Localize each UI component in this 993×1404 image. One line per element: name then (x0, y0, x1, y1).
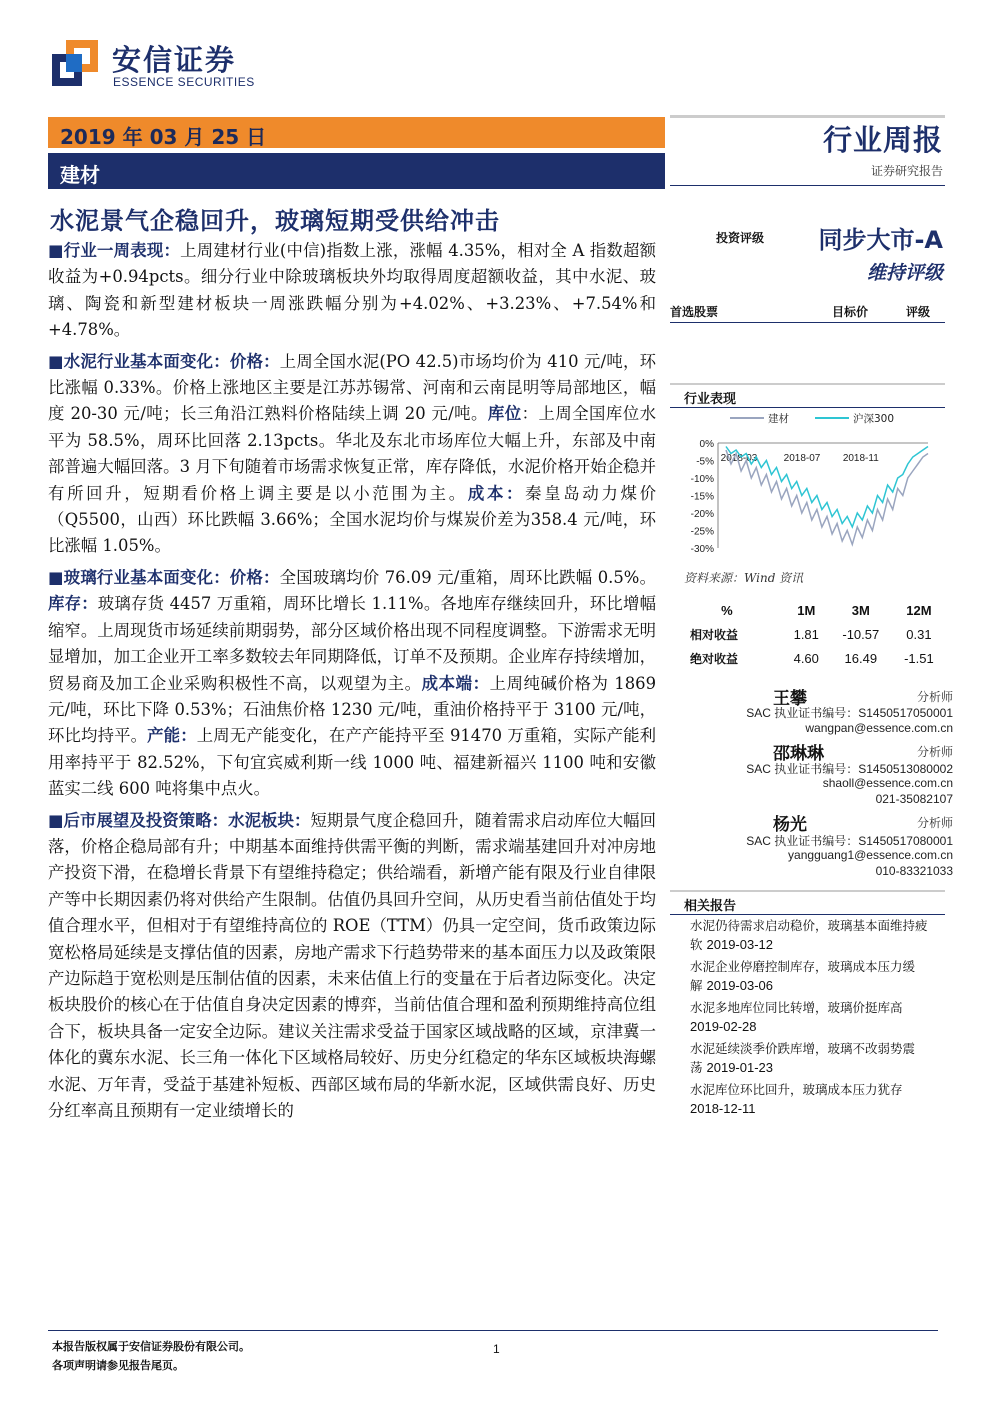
rating-value: 同步大市-A (818, 226, 943, 254)
analyst-card (670, 810, 953, 880)
report-date: 2019 年 03 月 25 日 (60, 125, 267, 149)
analyst-phone: 021-35082107 (875, 792, 953, 806)
paragraph-glass: ■玻璃行业基本面变化：价格：全国玻璃均价 76.09 元/重箱，周环比跌幅 0.5%。库存：玻璃存货 4457 万重箱，周环比增长 1.11%。各地库存继续回升，环比增幅缩窄。上周现货市场延续前期弱势，部分区域价格出现不同程度调整。下游需求无明显增加，加工企业开工率多数较去年同期降低，订单不及预期。企业库存持续增加，贸易商及加工企业采购积极性不高，以观望为主。成本端：上周纯碱价格为 1869 元/吨，环比下降 0.53%；石油焦价格 1230 元/吨，重油价格持平于 3100 元/吨，环比均持平。产能：上周无产能变化，在产产能持平至 91470 万重箱，实际产能利用率持平于 82.52%，下旬宜宾威利斯一线 1000 吨、福建新福兴 1100 吨和安徽蓝实二线 600 吨将集中点火。 (48, 567, 657, 799)
selected-col-target: 目标价 (832, 305, 869, 319)
analyst-email[interactable]: wangpan@essence.com.cn (805, 721, 953, 735)
performance-table (670, 598, 945, 670)
analyst-email[interactable]: shaoll@essence.com.cn (822, 776, 953, 790)
analyst-role: 分析师 (916, 690, 953, 704)
y-tick-label: -10% (690, 474, 714, 485)
table-header: 3M (851, 602, 870, 618)
table-cell: 0.31 (906, 626, 932, 642)
analyst-name: 王攀 (773, 689, 807, 709)
row-label: 绝对收益 (690, 651, 739, 666)
legend-label: 沪深300 (853, 413, 895, 425)
table-cell: 16.49 (844, 650, 878, 666)
analyst-email[interactable]: yangguang1@essence.com.cn (788, 848, 953, 862)
table-header-row (670, 598, 945, 622)
analyst-name: 杨光 (773, 815, 807, 835)
headline: 水泥景气企稳回升，玻璃短期受供给冲击 (50, 207, 500, 235)
section-lead: ■玻璃行业基本面变化：价格： (48, 567, 280, 587)
x-tick-label: 2018-11 (842, 453, 879, 464)
table-cell: -1.51 (904, 650, 934, 666)
divider (670, 185, 945, 186)
related-report-item[interactable]: 水泥仍待需求启动稳价，玻璃基本面维持疲软 2019-03-12 (690, 918, 928, 952)
selected-col-rating: 评级 (906, 305, 931, 319)
related-report-item[interactable]: 水泥企业停磨控制库存，玻璃成本压力缓解 2019-03-06 (690, 959, 916, 993)
y-tick-label: -30% (690, 544, 714, 555)
y-tick-label: -15% (690, 491, 714, 503)
brand-english: ESSENCE SECURITIES (113, 75, 255, 89)
section-lead: ■行业一周表现： (48, 241, 181, 260)
essence-logo-icon (52, 40, 98, 86)
industry-performance-chart (680, 408, 948, 568)
x-tick-label: 2018-07 (783, 453, 821, 464)
section-lead: ■水泥行业基本面变化：价格： (48, 351, 280, 371)
report-type: 行业周报 (822, 123, 943, 157)
analyst-card (670, 739, 953, 809)
related-report-item[interactable]: 水泥延续淡季价跌库增，玻璃不改弱势震荡 2019-01-23 (690, 1041, 916, 1075)
table-cell: 1.81 (793, 626, 819, 642)
analyst-phone: 010-83321033 (875, 864, 953, 878)
analyst-role: 分析师 (916, 745, 953, 759)
table-header: % (721, 602, 733, 618)
table-row (670, 622, 945, 646)
row-label: 相对收益 (690, 627, 739, 642)
series-line-0 (726, 450, 928, 545)
y-tick-label: -20% (690, 509, 714, 520)
sector-bar (48, 153, 665, 189)
related-reports-header: 相关报告 (670, 890, 945, 915)
industry-performance-header: 行业表现 (670, 383, 945, 408)
rating-note: 维持评级 (866, 262, 943, 284)
analyst-cert: SAC 执业证书编号：S1450513080002 (746, 762, 953, 776)
paragraph-weekly-performance: ■行业一周表现：上周建材行业(中信)指数上涨，涨幅 4.35%，相对全 A 指数超额收益为+0.94pcts。细分行业中除玻璃板块外均取得周度超额收益，其中水泥、玻璃、陶瓷和新型建材板块一周涨跌幅分别为+4.02%、+3.23%、+7.54%和+4.78%。 (48, 241, 656, 340)
y-tick-label: 0% (699, 439, 714, 450)
brand-name: 安信证券 (112, 43, 237, 77)
related-report-item[interactable]: 水泥多地库位同比转增，玻璃价挺库高 2019-02-28 (690, 1000, 903, 1034)
table-cell: 4.60 (793, 650, 819, 666)
footer-divider (48, 1330, 938, 1331)
report-body (48, 238, 656, 1129)
report-subtitle: 证券研究报告 (870, 164, 943, 178)
y-tick-label: -5% (696, 456, 714, 468)
x-tick-label: 2018-03 (720, 453, 758, 464)
paragraph-outlook: ■后市展望及投资策略：水泥板块：短期景气度企稳回升，随着需求启动库位大幅回落，价格企稳局部有升；中期基本面维持供需平衡的判断，需求端基建回升对冲房地产投资下滑，在稳增长背景下有望维持稳定；供给端看，新增产能有限及行业自律限产等中长期因素仍将对供给产生限制。估值仍具回升空间，从历史看当前估值处于均值合理水平，但相对于有望维持高位的 ROE（TTM）仍具一定空间，货币政策边际宽松格局延续是支撑估值的因素，房地产需求下行趋势带来的基本面压力以及政策限产边际趋于宽松则是压制估值的因素，未来估值上行的变量在于后者边际变化。决定板块股价的核心在于估值自身决定因素的博弈，当前估值合理和盈利预期维持高位组合下，板块具备一定安全边际。建议关注需求受益于国家区域战略的区域，京津冀一体化的冀东水泥、长三角一体化下区域格局较好、历史分红稳定的华东区域板块海螺水泥、万年青，受益于基建补短板、西部区域布局的华新水泥，区域供需良好、历史分红率高且预期有一定业绩增长的 (48, 810, 656, 1120)
page-number: 1 (493, 1342, 500, 1356)
table-cell: -10.57 (842, 626, 880, 642)
sector-name: 建材 (60, 163, 100, 187)
analyst-cert: SAC 执业证书编号：S1450517050001 (746, 706, 953, 720)
related-reports-list (690, 916, 950, 1121)
y-tick-label: -25% (690, 526, 714, 538)
footer-disclaimer: 本报告版权属于安信证券股份有限公司。 各项声明请参见报告尾页。 (52, 1340, 250, 1372)
table-header: 12M (906, 602, 932, 618)
rating-label: 投资评级 (716, 231, 765, 245)
analyst-card (670, 684, 953, 739)
legend-label: 建材 (768, 413, 789, 425)
table-header: 1M (797, 602, 816, 618)
related-report-item[interactable]: 水泥库位环比回升，玻璃成本压力犹存 2018-12-11 (690, 1082, 903, 1116)
selected-stocks-header (670, 300, 945, 323)
analyst-cert: SAC 执业证书编号：S1450517080001 (746, 834, 953, 848)
analyst-role: 分析师 (916, 816, 953, 830)
table-row (670, 646, 945, 670)
chart-source: 资料来源：Wind 资讯 (684, 571, 804, 585)
paragraph-cement: ■水泥行业基本面变化：价格：上周全国水泥(PO 42.5)市场均价为 410 元/吨，环比涨幅 0.33%。价格上涨地区主要是江苏苏锡常、河南和云南昆明等局部地区，幅度 20-30 元/吨；长三角沿江熟料价格陆续上调 20 元/吨。库位：上周全国库位水平为 58.5%，周环比回落 2.13pcts。华北及东北市场库位大幅上升，东部及中南部普遍大幅回落。3 月下旬随着市场需求恢复正常，库存降低，水泥价格开始企稳并有所回升，短期看价格上调主要是以小范围为主。成本：秦皇岛动力煤价（Q5500，山西）环比跌幅 3.66%；全国水泥均价与煤炭价差为358.4 元/吨，环比涨幅 1.05%。 (48, 351, 657, 556)
selected-col-stock: 首选股票 (670, 305, 719, 319)
section-lead: ■后市展望及投资策略：水泥板块： (48, 810, 311, 830)
analyst-name: 邵琳琳 (773, 744, 824, 764)
